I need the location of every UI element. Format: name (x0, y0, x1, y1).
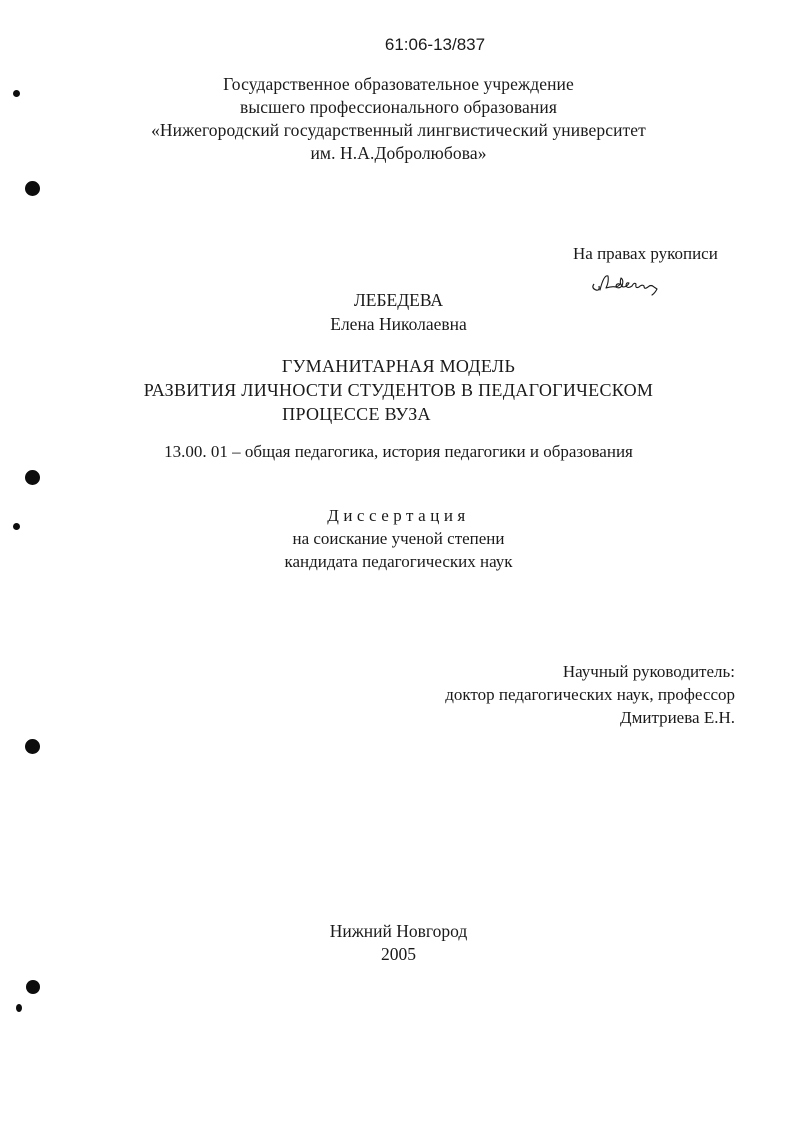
punch-hole (25, 739, 40, 754)
dissertation-title (0, 354, 797, 426)
degree-block (0, 504, 797, 573)
specialty-code: 13.00. 01 – общая педагогика, история педагогики и образования (164, 442, 633, 461)
punch-hole (16, 1004, 22, 1012)
punch-hole (25, 181, 40, 196)
manuscript-note: На правах рукописи (573, 244, 718, 263)
author-name: Елена Николаевна (330, 314, 467, 334)
catalog-number: 61:06-13/837 (384, 35, 486, 54)
punch-hole (26, 980, 40, 994)
degree-line-1: на соискание ученой степени (292, 529, 505, 548)
title-line-3: ПРОЦЕССЕ ВУЗА (282, 404, 431, 424)
place-year-block (0, 920, 797, 966)
institution-line-2: высшего профессионального образования (240, 97, 557, 117)
dissertation-heading: Диссертация (327, 506, 470, 525)
title-line-2: РАЗВИТИЯ ЛИЧНОСТИ СТУДЕНТОВ В ПЕДАГОГИЧЕСКОМ (143, 380, 654, 400)
title-line-1: ГУМАНИТАРНАЯ МОДЕЛЬ (281, 356, 516, 376)
author-surname: ЛЕБЕДЕВА (353, 290, 444, 310)
institution-block (0, 73, 797, 165)
author-block (0, 288, 797, 336)
institution-line-3: «Нижегородский государственный лингвистический университет (151, 120, 646, 140)
punch-hole (25, 470, 40, 485)
supervisor-label: Научный руководитель: (562, 662, 735, 681)
degree-line-2: кандидата педагогических наук (284, 552, 513, 571)
year: 2005 (381, 944, 416, 964)
supervisor-degree: доктор педагогических наук, профессор (445, 685, 735, 704)
supervisor-block (445, 660, 735, 729)
institution-line-1: Государственное образовательное учреждение (223, 74, 574, 94)
supervisor-name: Дмитриева Е.Н. (620, 708, 735, 727)
place: Нижний Новгород (329, 921, 468, 941)
institution-line-4: им. Н.А.Добролюбова» (310, 143, 487, 163)
